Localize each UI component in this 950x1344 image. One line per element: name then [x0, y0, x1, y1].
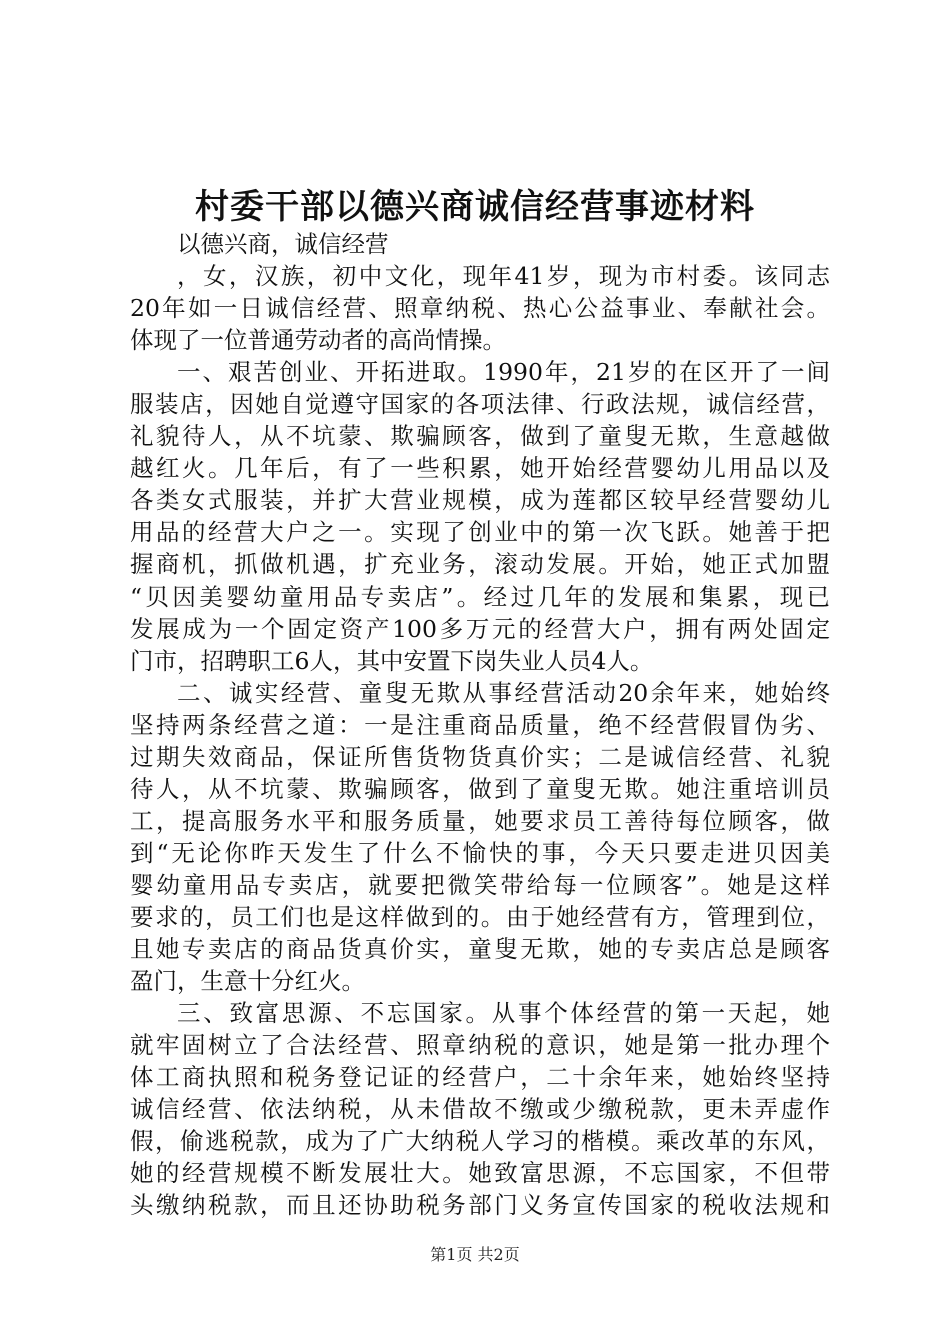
- body-line: 假，偷逃税款，成为了广大纳税人学习的楷模。乘改革的东风，: [130, 1127, 830, 1156]
- page-footer: 第1页 共2页: [430, 1245, 520, 1264]
- body-line: ，女，汉族，初中文化，现年41岁，现为市村委。该同志: [177, 262, 830, 291]
- body-line: 坚持两条经营之道：一是注重商品质量，绝不经营假冒伪劣、: [130, 710, 830, 739]
- body-line: 各类女式服装，并扩大营业规模，成为莲都区较早经营婴幼儿: [130, 486, 830, 515]
- body-line: 二、诚实经营、童叟无欺从事经营活动20余年来，她始终: [177, 678, 830, 707]
- body-line: 20年如一日诚信经营、照章纳税、热心公益事业、奉献社会。: [130, 294, 830, 323]
- body-line: 用品的经营大户之一。实现了创业中的第一次飞跃。她善于把: [130, 518, 830, 547]
- body-line: “贝因美婴幼童用品专卖店”。经过几年的发展和集累，现已: [130, 582, 830, 611]
- body-line: 服装店，因她自觉遵守国家的各项法律、行政法规，诚信经营，: [130, 390, 830, 419]
- body-line: 要求的，员工们也是这样做到的。由于她经营有方，管理到位，: [130, 902, 830, 931]
- body-line: 越红火。几年后，有了一些积累，她开始经营婴幼儿用品以及: [130, 454, 830, 483]
- body-line: 待人，从不坑蒙、欺骗顾客，做到了童叟无欺。她注重培训员: [130, 774, 830, 803]
- body-line: 发展成为一个固定资产100多万元的经营大户，拥有两处固定: [130, 614, 830, 643]
- body-line: 且她专卖店的商品货真价实，童叟无欺，她的专卖店总是顾客: [130, 935, 830, 964]
- body-line: 握商机，抓做机遇，扩充业务，滚动发展。开始，她正式加盟: [130, 550, 830, 579]
- document-body: [130, 228, 830, 1221]
- body-line: 门市，招聘职工6人，其中安置下岗失业人员4人。: [130, 646, 654, 675]
- body-line: 一、艰苦创业、开拓进取。1990年，21岁的在区开了一间: [177, 358, 830, 387]
- body-line: 礼貌待人，从不坑蒙、欺骗顾客，做到了童叟无欺，生意越做: [130, 422, 830, 451]
- body-line: 诚信经营、依法纳税，从未借故不缴或少缴税款，更未弄虚作: [130, 1095, 830, 1124]
- document-title: 村委干部以德兴商诚信经营事迹材料: [195, 187, 755, 227]
- body-line: 盈门，生意十分红火。: [130, 967, 365, 996]
- body-line: 过期失效商品，保证所售货物货真价实；二是诚信经营、礼貌: [130, 742, 830, 771]
- body-line: 工，提高服务水平和服务质量，她要求员工善待每位顾客，做: [130, 806, 830, 835]
- body-line: 到“无论你昨天发生了什么不愉快的事，今天只要走进贝因美: [130, 838, 830, 867]
- body-line: 头缴纳税款，而且还协助税务部门义务宣传国家的税收法规和: [130, 1191, 830, 1220]
- body-line: 婴幼童用品专卖店，就要把微笑带给每一位顾客”。她是这样: [130, 870, 830, 899]
- body-line: 就牢固树立了合法经营、照章纳税的意识，她是第一批办理个: [130, 1031, 830, 1060]
- body-line: 体现了一位普通劳动者的高尚情操。: [130, 326, 506, 355]
- body-line: 三、致富思源、不忘国家。从事个体经营的第一天起，她: [177, 999, 830, 1028]
- body-line: 体工商执照和税务登记证的经营户，二十余年来，她始终坚持: [130, 1063, 830, 1092]
- body-line: 以德兴商，诚信经营: [177, 230, 389, 258]
- body-line: 她的经营规模不断发展壮大。她致富思源，不忘国家，不但带: [130, 1159, 830, 1188]
